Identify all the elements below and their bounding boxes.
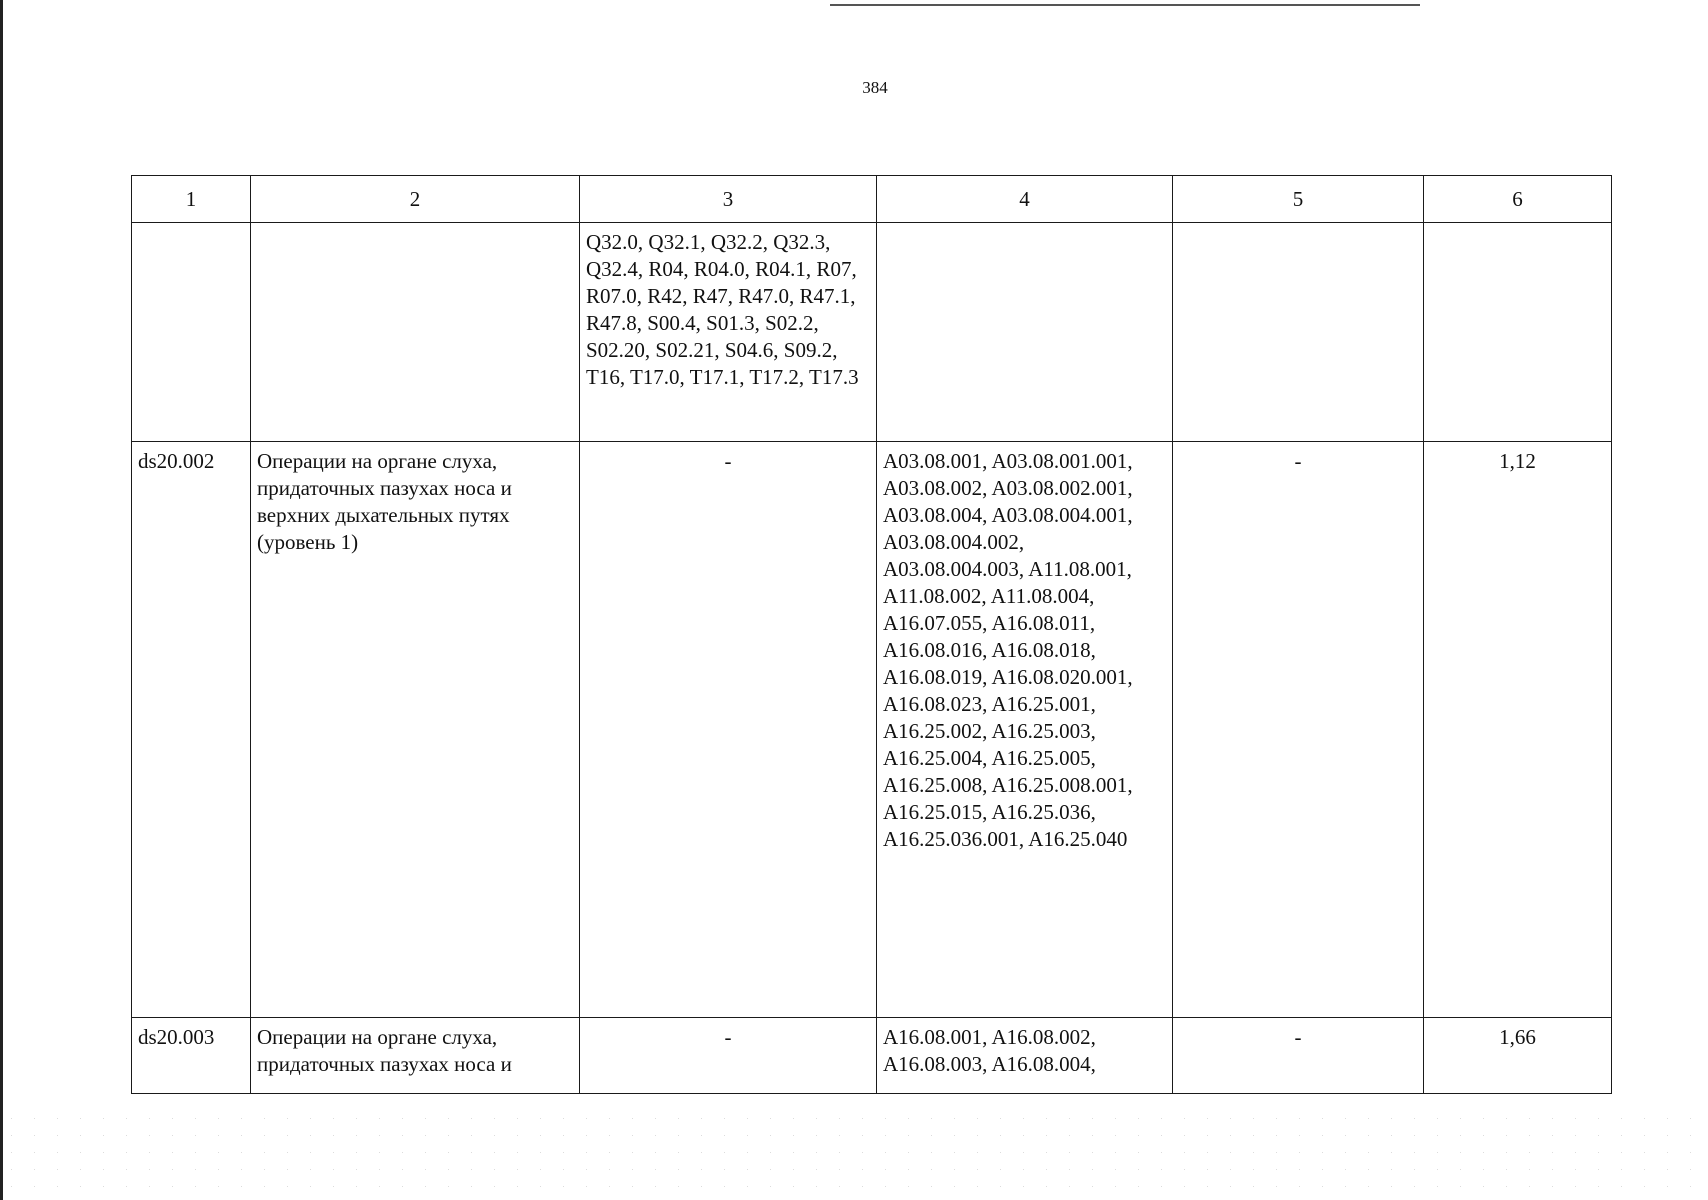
row-name-cell: [251, 223, 580, 442]
column-header: 2: [251, 176, 580, 223]
row-services-cell: A03.08.001, A03.08.001.001, A03.08.002, A03.08.002.001, A03.08.004, A03.08.004.001, A03.08.004.002, A03.08.004.003, A11.08.001, A11.08.002, A11.08.004, A16.07.055, A16.08.011, A16.08.016, A16.08.018, A16.08.019, A16.08.020.001, A16.08.023, A16.25.001, A16.25.002, A16.25.003, A16.25.004, A16.25.005, A16.25.008, A16.25.008.001, A16.25.015, A16.25.036, A16.25.036.001, A16.25.040: [877, 442, 1173, 1018]
scan-noise: [0, 1110, 1708, 1200]
column-header: 3: [580, 176, 877, 223]
column-header: 6: [1424, 176, 1612, 223]
table-row: [132, 1018, 1612, 1094]
table-row: [132, 223, 1612, 442]
row-col5-cell: -: [1173, 1018, 1424, 1094]
row-code-cell: [132, 223, 251, 442]
page-top-rule: [830, 4, 1420, 6]
page-left-edge: [0, 0, 3, 1200]
column-header: 4: [877, 176, 1173, 223]
column-header: 1: [132, 176, 251, 223]
row-coef-cell: 1,66: [1424, 1018, 1612, 1094]
row-services-cell: [877, 223, 1173, 442]
row-col5-cell: -: [1173, 442, 1424, 1018]
row-col5-cell: [1173, 223, 1424, 442]
row-name-cell: Операции на органе слуха, придаточных пазухах носа и: [251, 1018, 580, 1094]
page-number: 384: [862, 78, 888, 97]
row-code-cell: ds20.002: [132, 442, 251, 1018]
row-name-cell: Операции на органе слуха, придаточных пазухах носа и верхних дыхательных путях (уровень 1): [251, 442, 580, 1018]
tariff-table: [131, 175, 1612, 1094]
row-coef-cell: 1,12: [1424, 442, 1612, 1018]
table-row: [132, 442, 1612, 1018]
row-coef-cell: [1424, 223, 1612, 442]
row-services-cell: A16.08.001, A16.08.002, A16.08.003, A16.08.004,: [877, 1018, 1173, 1094]
row-diagnoses-cell: Q32.0, Q32.1, Q32.2, Q32.3, Q32.4, R04, R04.0, R04.1, R07, R07.0, R42, R47, R47.0, R47.1, R47.8, S00.4, S01.3, S02.2, S02.20, S02.21, S04.6, S09.2, T16, T17.0, T17.1, T17.2, T17.3: [580, 223, 877, 442]
row-diagnoses-cell: -: [580, 442, 877, 1018]
column-header: 5: [1173, 176, 1424, 223]
row-code-cell: ds20.003: [132, 1018, 251, 1094]
row-diagnoses-cell: -: [580, 1018, 877, 1094]
table-header-row: [132, 176, 1612, 223]
